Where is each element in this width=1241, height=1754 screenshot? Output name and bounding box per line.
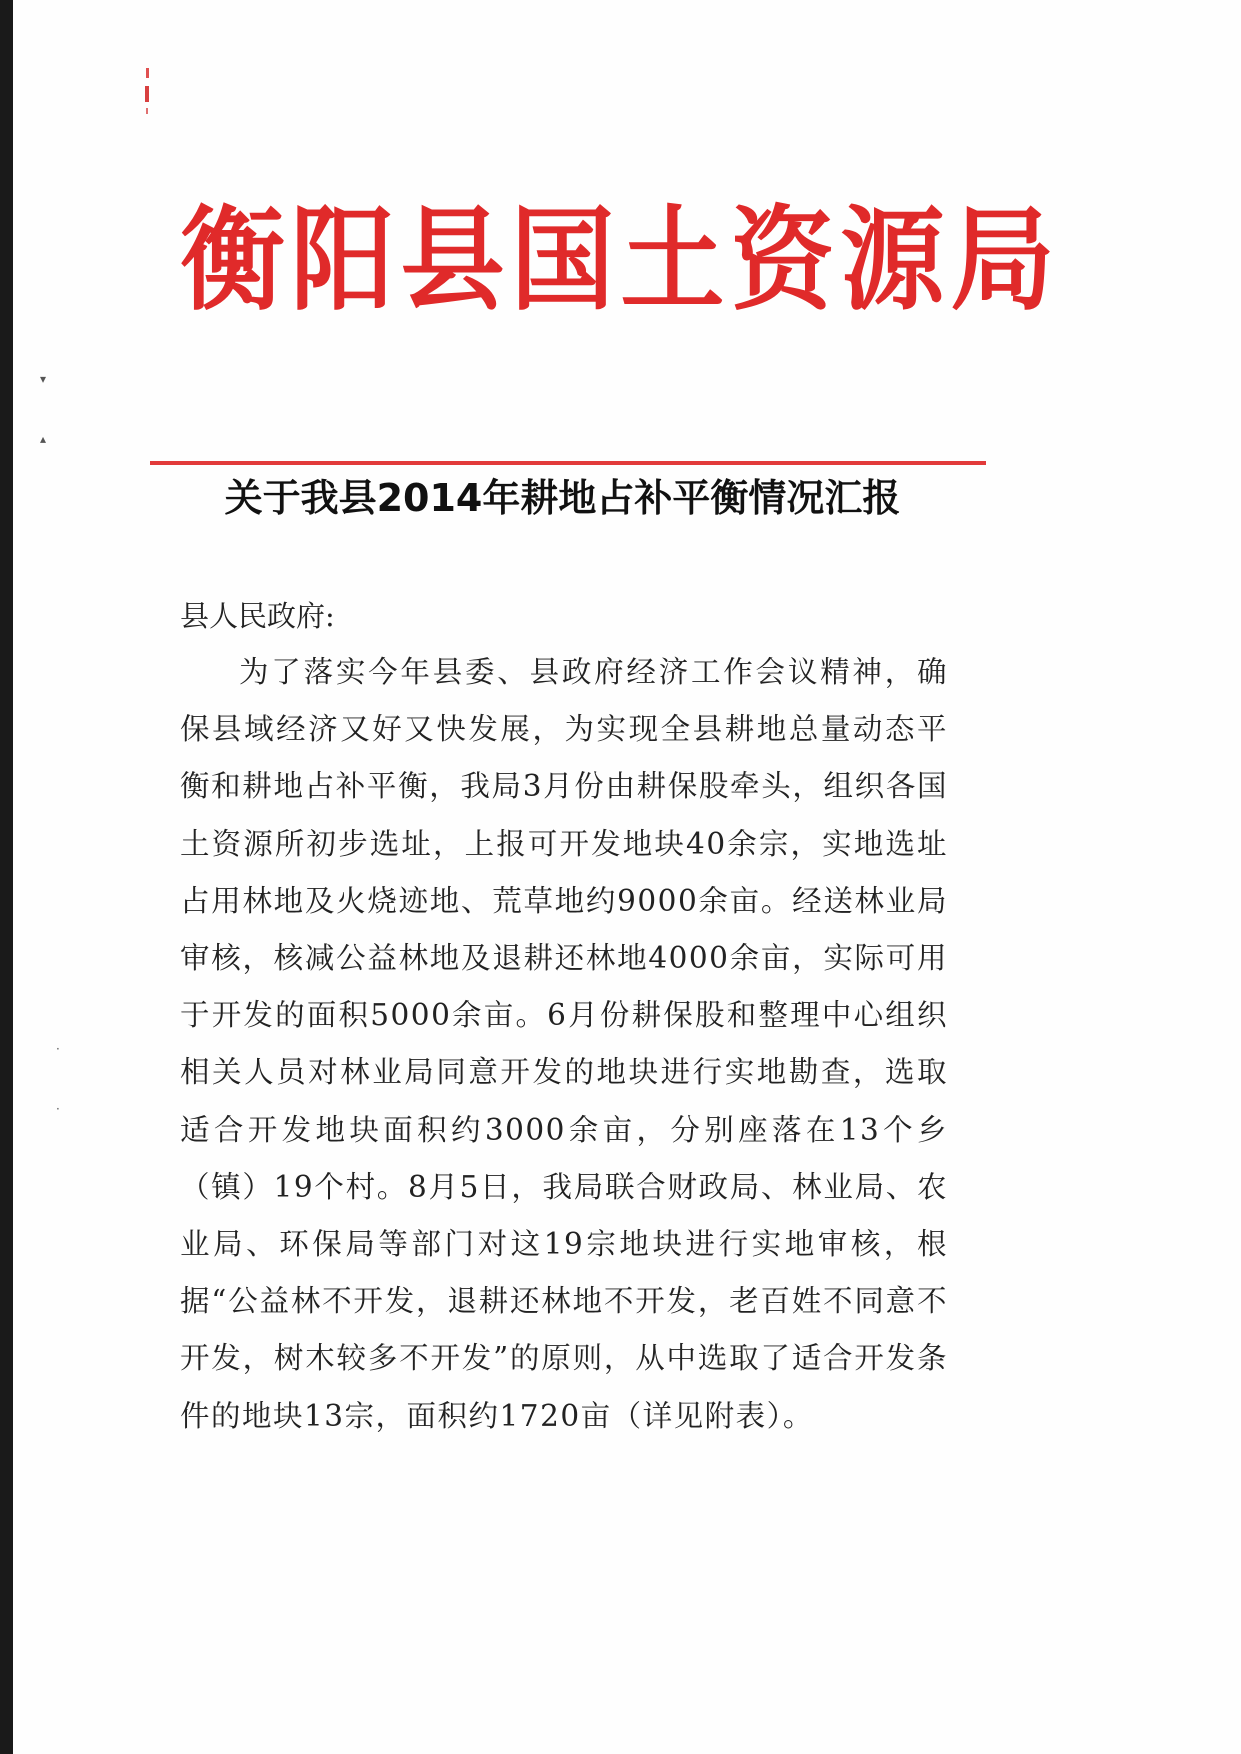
document-title: 关于我县2014年耕地占补平衡情况汇报: [224, 476, 901, 520]
letterhead-red-rule: [150, 461, 986, 465]
scan-speck: ▴: [40, 432, 47, 446]
letterhead-org-name: 衡阳县国土资源局: [180, 193, 1061, 326]
scan-speck: ·: [56, 1042, 60, 1056]
body-paragraph: 为了落实今年县委、县政府经济工作会议精神，确保县域经济又好又快发展，为实现全县耕地总量动态平衡和耕地占补平衡，我局3月份由耕保股牵头，组织各国土资源所初步选址，上报可开发地块40余宗，实地选址占用林地及火烧迹地、荒草地约9000余亩。经送林业局审核，核减公益林地及退耕还林地4000余亩，实际可用于开发的面积5000余亩。6月份耕保股和整理中心组织相关人员对林业局同意开发的地块进行实地勘查，选取适合开发地块面积约3000余亩，分别座落在13个乡（镇）19个村。8月5日，我局联合财政局、林业局、农业局、环保局等部门对这19宗地块进行实地审核，根据“公益林不开发，退耕还林地不开发，老百姓不同意不开发，树木较多不开发”的原则，从中选取了适合开发条件的地块13宗，面积约1720亩（详见附表）。: [180, 655, 948, 1433]
salutation: 县人民政府:: [180, 599, 335, 633]
scan-speck: ·: [56, 1102, 60, 1116]
red-margin-mark: [142, 68, 154, 128]
scan-speck: ▾: [40, 372, 47, 386]
